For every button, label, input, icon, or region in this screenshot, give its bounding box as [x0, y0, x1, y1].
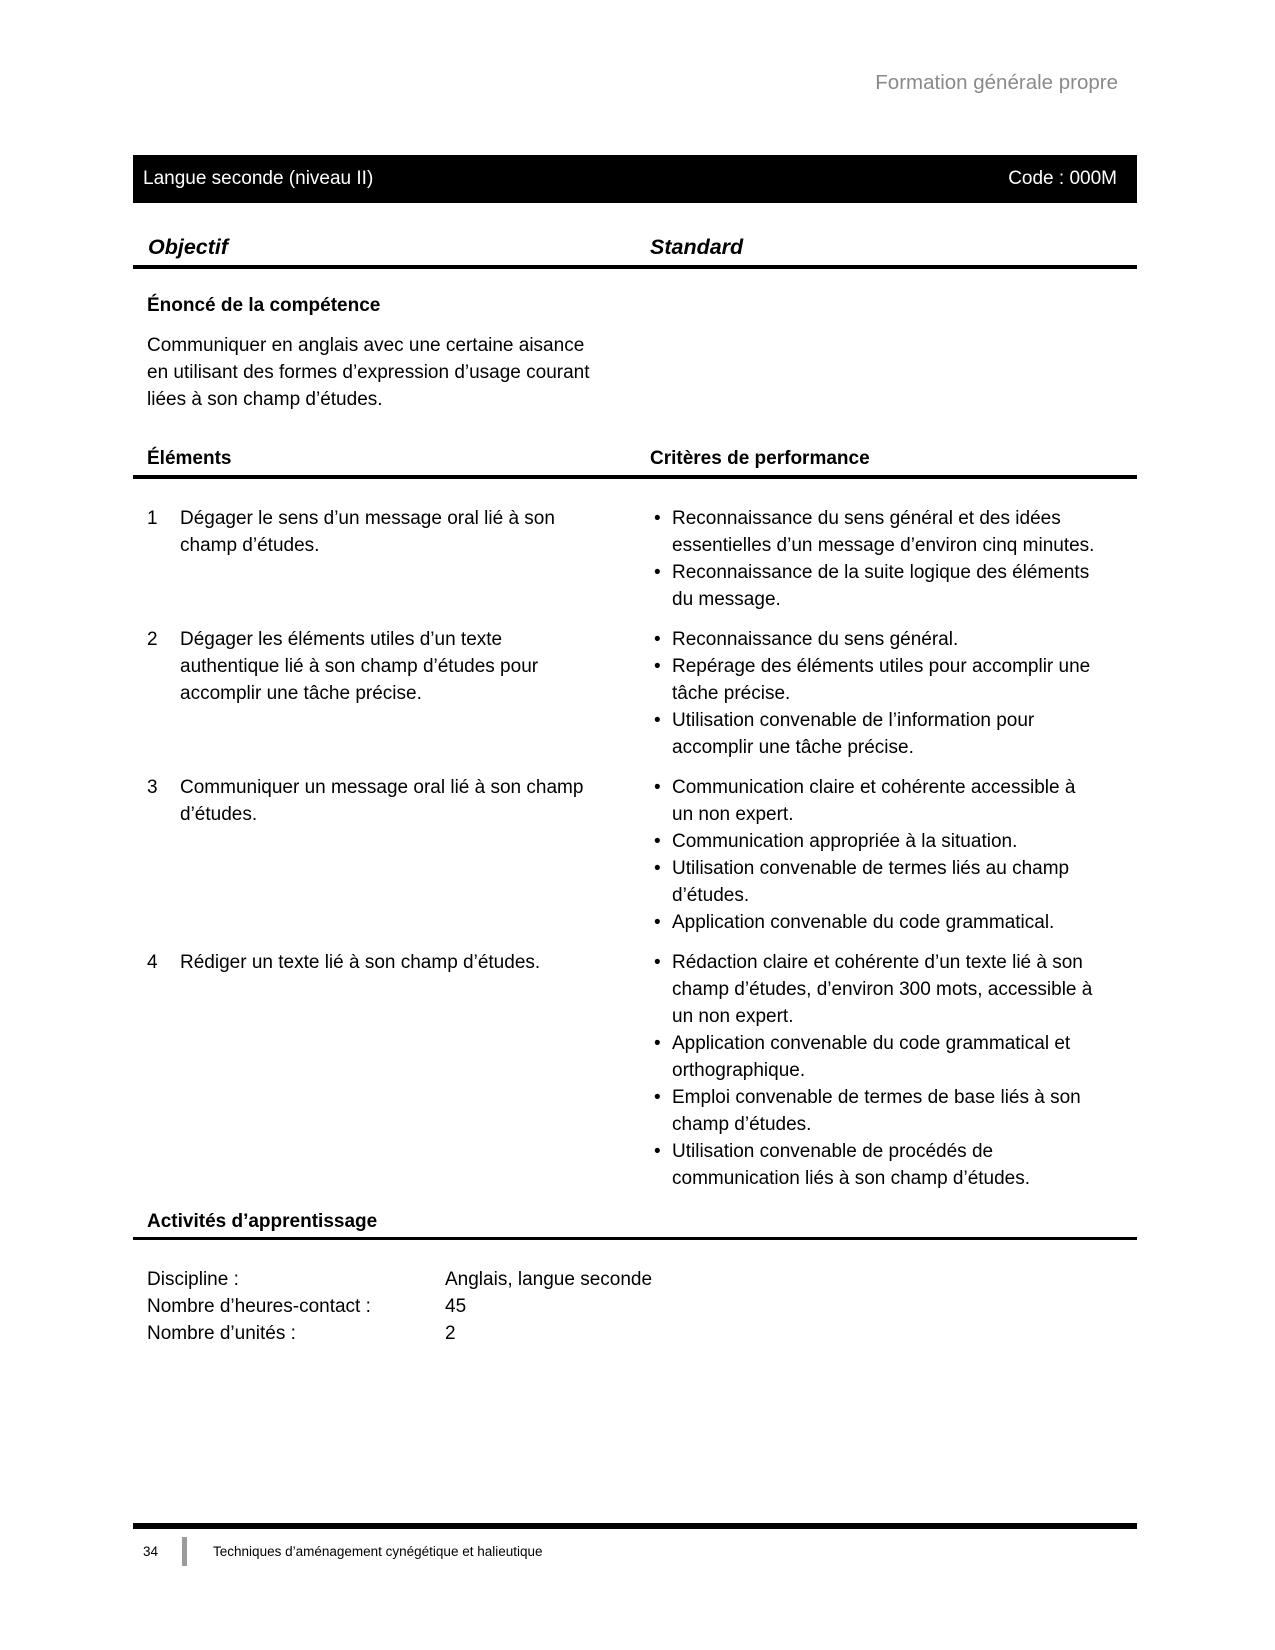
- criteria-item: • Reconnaissance de la suite logique des éléments du message.: [650, 559, 1096, 613]
- element-cell: [133, 949, 650, 1192]
- footer-divider-bar: [182, 1537, 187, 1566]
- table-row: [133, 774, 1137, 936]
- detail-row: [147, 1320, 1137, 1347]
- competence-statement: Communiquer en anglais avec une certaine aisance en utilisant des formes d’expression d’usage courant liées à son champ d’études.: [147, 335, 590, 410]
- criteria-item: • Rédaction claire et cohérente d’un texte lié à son champ d’études, d’environ 300 mots, accessible à un non expert.: [650, 949, 1096, 1030]
- page-number: 34: [143, 1544, 159, 1559]
- detail-value: 45: [445, 1296, 467, 1317]
- table-row: [133, 505, 1137, 613]
- criteria-list: [650, 949, 1137, 1192]
- detail-label: Nombre d’heures-contact :: [147, 1296, 371, 1317]
- criteria-item: • Communication claire et cohérente accessible à un non expert.: [650, 774, 1096, 828]
- element-number: 2: [147, 629, 158, 650]
- divider-objectif-standard: [133, 265, 1137, 269]
- criteria-item: • Reconnaissance du sens général.: [650, 626, 1096, 653]
- criteria-item: • Utilisation convenable de l’information pour accomplir une tâche précise.: [650, 707, 1096, 761]
- page-content: [133, 0, 1137, 1347]
- criteria-list: [650, 505, 1137, 613]
- detail-value: 2: [445, 1323, 456, 1344]
- criteria-item: • Emploi convenable de termes de base liés à son champ d’études.: [650, 1084, 1096, 1138]
- elements-table: [133, 505, 1137, 1192]
- objectif-standard-header: [133, 235, 1137, 260]
- criteria-item: • Utilisation convenable de procédés de communication liés à son champ d’études.: [650, 1138, 1096, 1192]
- criteria-item: • Application convenable du code grammatical.: [650, 909, 1096, 936]
- objectif-heading: Objectif: [148, 235, 229, 259]
- detail-row: [147, 1266, 1137, 1293]
- criteria-item: • Application convenable du code grammatical et orthographique.: [650, 1030, 1096, 1084]
- element-number: 4: [147, 952, 158, 973]
- detail-label: Nombre d’unités :: [147, 1323, 296, 1344]
- criteria-heading: Critères de performance: [650, 448, 870, 469]
- footer-row: [133, 1537, 1137, 1566]
- element-text: Communiquer un message oral lié à son champ d’études.: [180, 777, 584, 825]
- course-title-bar: [133, 155, 1137, 203]
- detail-row: [147, 1293, 1137, 1320]
- competence-heading: Énoncé de la compétence: [147, 295, 381, 316]
- footer-program-name: Techniques d’aménagement cynégétique et halieutique: [213, 1544, 543, 1559]
- divider-elements-criteria: [133, 475, 1137, 479]
- running-header: Formation générale propre: [875, 71, 1118, 94]
- activities-details: [133, 1266, 1137, 1347]
- footer-rule: [133, 1523, 1137, 1529]
- element-cell: [133, 626, 650, 761]
- criteria-list: [650, 774, 1137, 936]
- criteria-item: • Reconnaissance du sens général et des idées essentielles d’un message d’environ cinq minutes.: [650, 505, 1096, 559]
- element-text: Dégager les éléments utiles d’un texte authentique lié à son champ d’études pour accomplir une tâche précise.: [180, 629, 539, 704]
- criteria-item: • Communication appropriée à la situation.: [650, 828, 1096, 855]
- page-footer: [133, 1523, 1137, 1566]
- elements-criteria-header: [133, 445, 1137, 472]
- standard-heading: Standard: [650, 235, 744, 259]
- element-number: 3: [147, 777, 158, 798]
- course-code: Code : 000M: [1008, 168, 1117, 189]
- divider-activities: [133, 1237, 1137, 1240]
- element-cell: [133, 505, 650, 613]
- criteria-item: • Utilisation convenable de termes liés au champ d’études.: [650, 855, 1096, 909]
- activities-heading: Activités d’apprentissage: [147, 1211, 378, 1232]
- criteria-list: [650, 626, 1137, 761]
- course-title: Langue seconde (niveau II): [143, 168, 374, 189]
- element-cell: [133, 774, 650, 936]
- detail-value: Anglais, langue seconde: [445, 1269, 653, 1290]
- element-text: Rédiger un texte lié à son champ d’études.: [180, 952, 541, 973]
- elements-heading: Éléments: [147, 448, 232, 469]
- element-number: 1: [147, 508, 158, 529]
- detail-label: Discipline :: [147, 1269, 239, 1290]
- element-text: Dégager le sens d’un message oral lié à son champ d’études.: [180, 508, 555, 556]
- table-row: [133, 626, 1137, 761]
- table-row: [133, 949, 1137, 1192]
- criteria-item: • Repérage des éléments utiles pour accomplir une tâche précise.: [650, 653, 1096, 707]
